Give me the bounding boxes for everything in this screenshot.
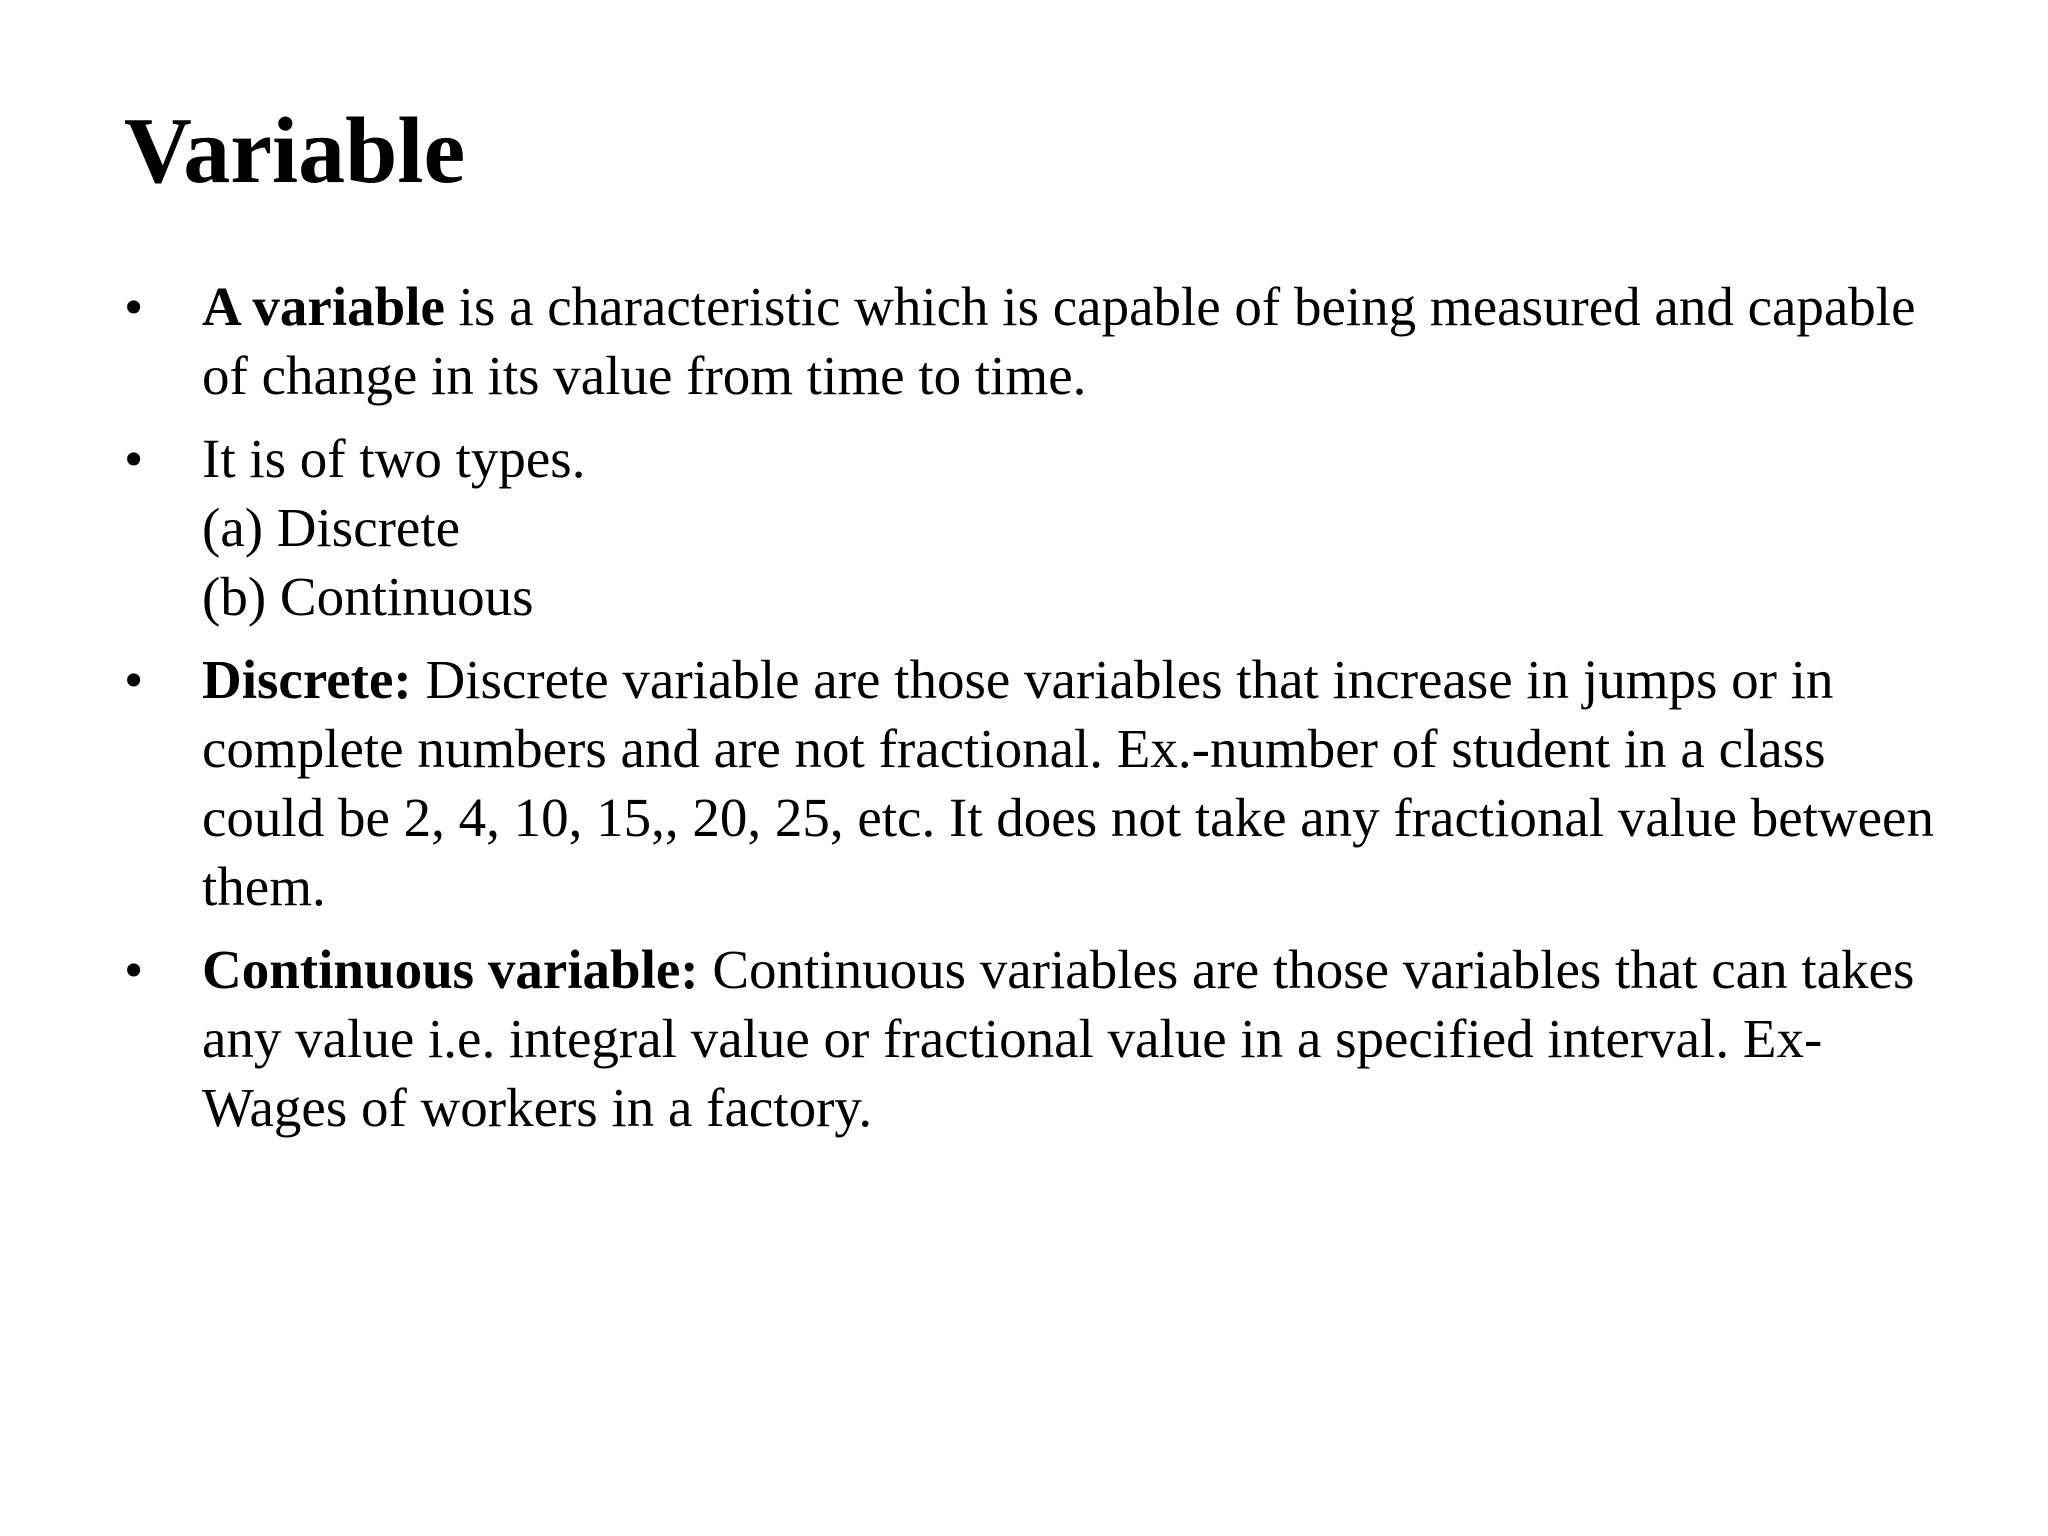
sub-item-continuous: (b) Continuous [202, 566, 534, 627]
bullet-lead-text: Discrete: [202, 649, 412, 710]
bullet-body-text: is a characteristic which is capable of being measured and capable of change in its value from time to time. [202, 276, 1916, 406]
bullet-list [124, 272, 1944, 1156]
bullet-lead-text: Continuous variable: [202, 939, 699, 1000]
bullet-item-discrete [124, 645, 1944, 921]
bullet-body-text: It is of two types. [202, 428, 586, 489]
bullet-icon: • [124, 939, 144, 1000]
bullet-lead-text: A variable [202, 276, 445, 337]
bullet-icon: • [124, 276, 144, 337]
bullet-item-continuous [124, 935, 1944, 1142]
bullet-body-text: Continuous variables are those variables that can takes any value i.e. integral value or fractional value in a specified interval. Ex- Wages of workers in a factory. [202, 939, 1915, 1138]
bullet-icon: • [124, 428, 144, 489]
bullet-item-variable-definition [124, 272, 1944, 410]
bullet-icon: • [124, 649, 144, 710]
sub-item-discrete: (a) Discrete [202, 497, 461, 558]
bullet-body-text: Discrete variable are those variables that increase in jumps or in complete numbers and are not fractional. Ex.-number of student in a class could be 2, 4, 10, 15,, 20, 25, etc. It does not take any fractional value between them. [202, 649, 1934, 917]
slide-title: Variable [124, 99, 466, 203]
bullet-item-types [124, 424, 1944, 631]
